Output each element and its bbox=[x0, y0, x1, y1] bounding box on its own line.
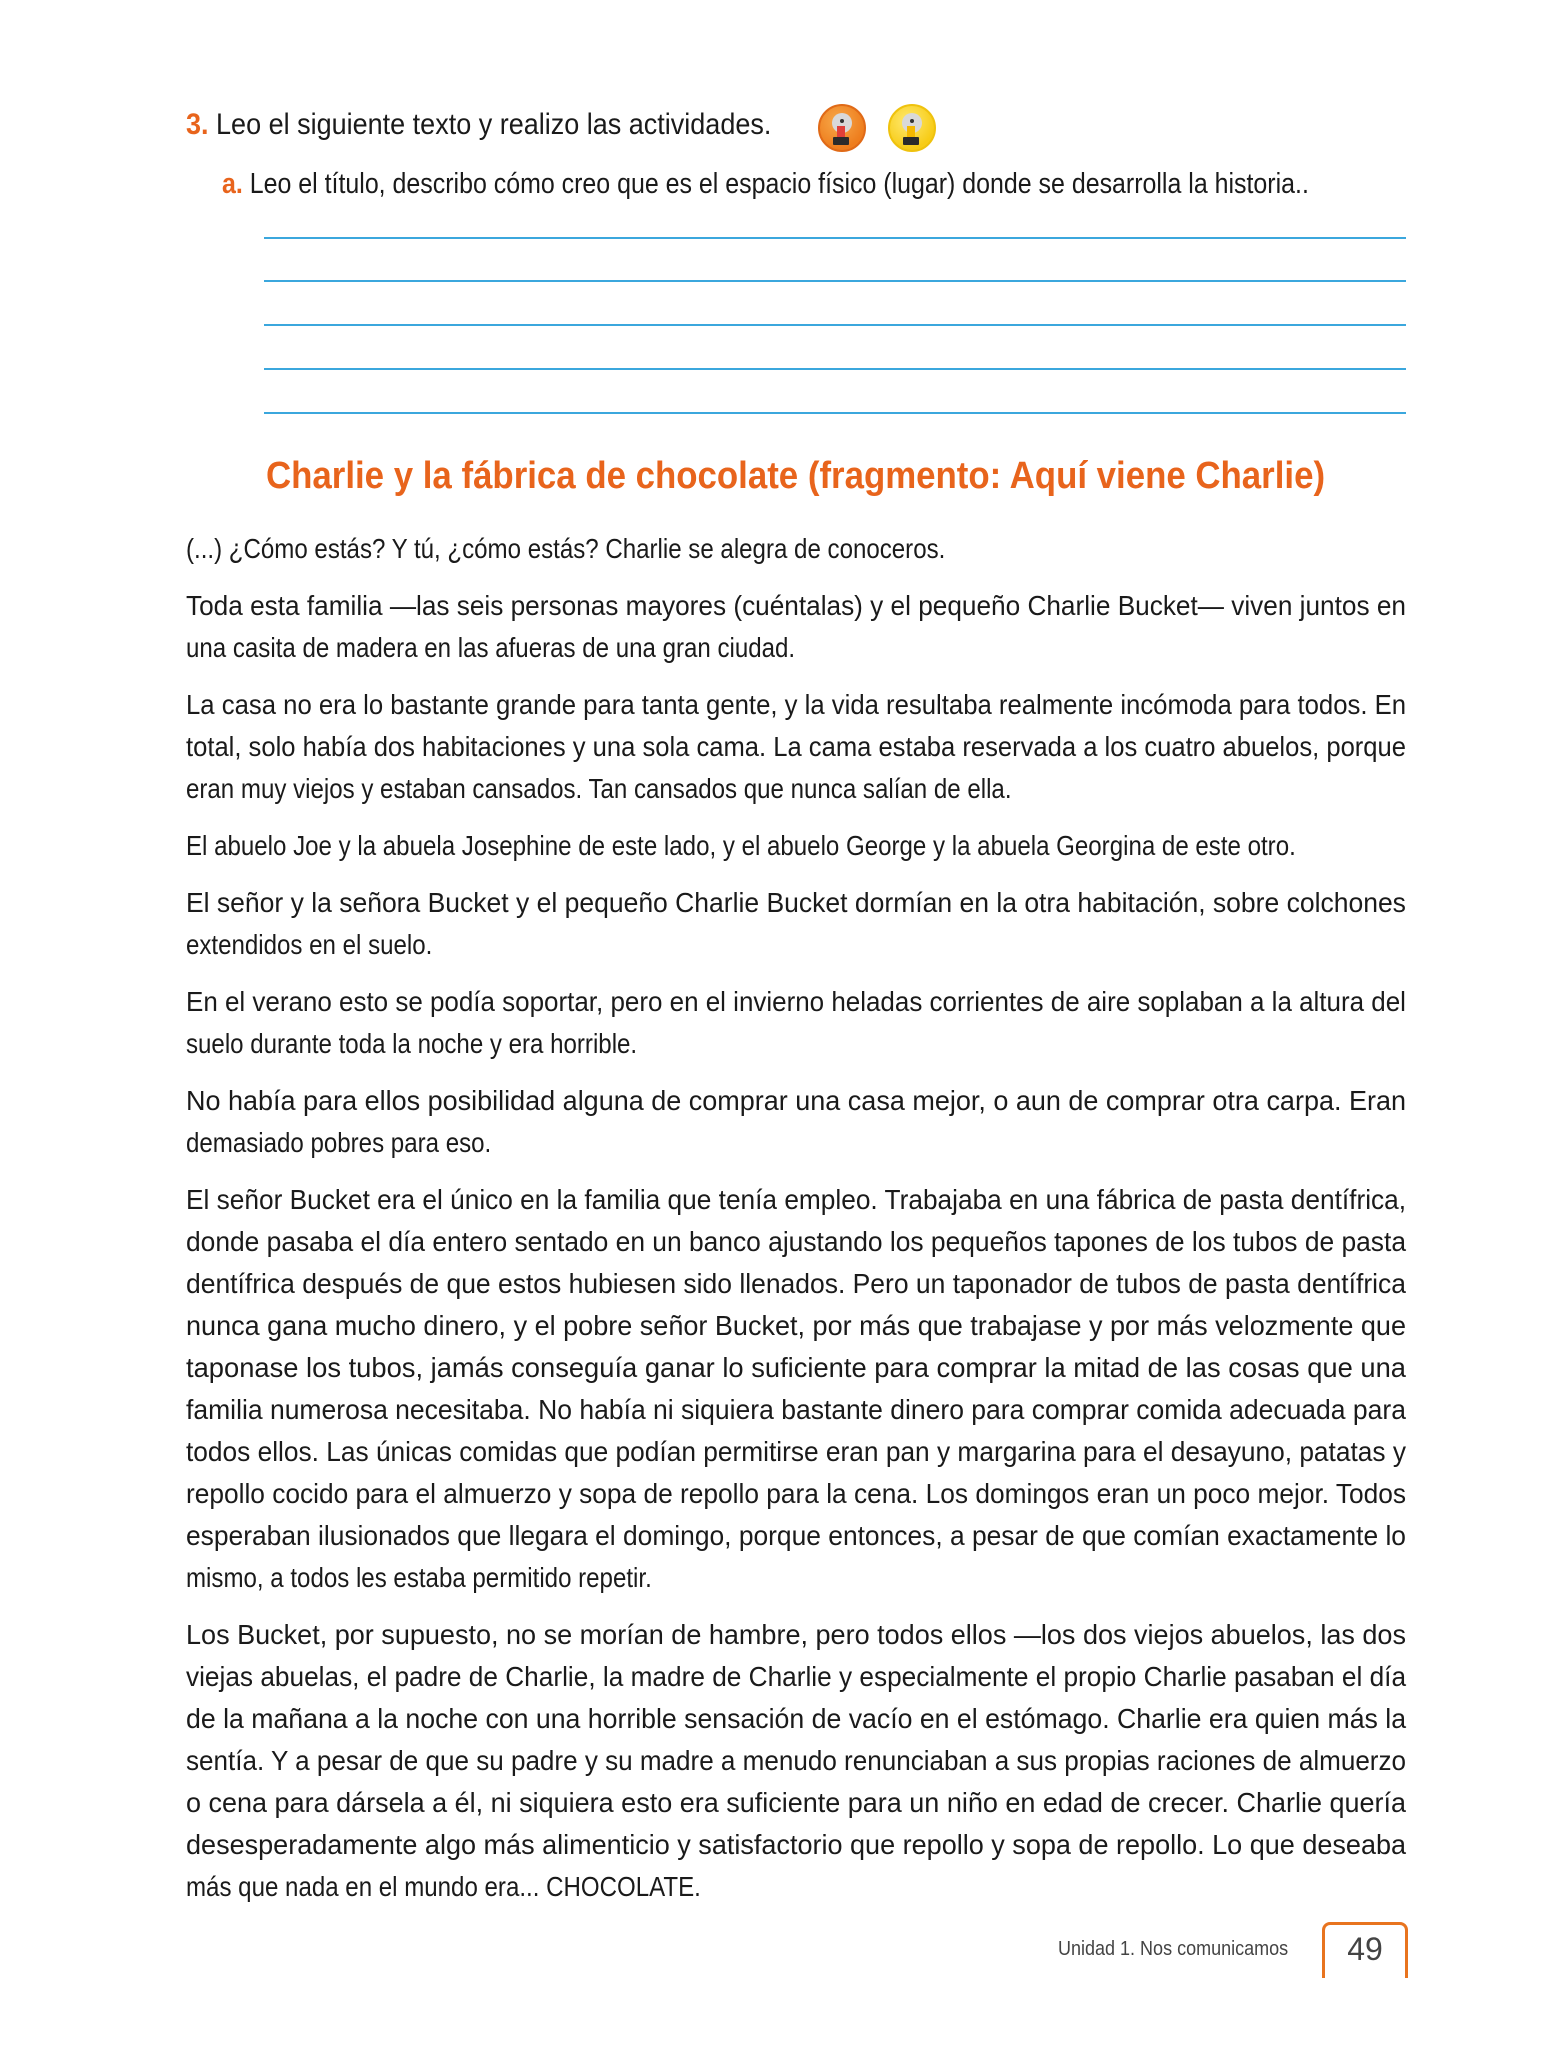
story-line-text: El abuelo Joe y la abuela Josephine de este lado, y el abuelo George y la abuela Georgina de este otro. bbox=[186, 830, 1296, 861]
story-line-text: total, solo había dos habitaciones y una sola cama. La cama estaba reservada a los cuatro abuelos, porque bbox=[186, 731, 1406, 762]
story-line-text: Toda esta familia —las seis personas mayores (cuéntalas) y el pequeño Charlie Bucket— viven juntos en bbox=[186, 590, 1406, 621]
sub-question-text: Leo el título, describo cómo creo que es el espacio físico (lugar) donde se desarrolla la historia.. bbox=[249, 168, 1309, 200]
story-line bbox=[186, 1869, 1406, 1905]
story-line-text: (...) ¿Cómo estás? Y tú, ¿cómo estás? Charlie se alegra de conoceros. bbox=[186, 533, 946, 564]
story-line bbox=[186, 1827, 1406, 1863]
story-line-text: una casita de madera en las afueras de una gran ciudad. bbox=[186, 632, 796, 663]
story-line bbox=[186, 1083, 1406, 1119]
story-line-text: extendidos en el suelo. bbox=[186, 929, 433, 960]
story-line-text: dentífrica después de que estos hubiesen sido llenados. Pero un taponador de tubos de pasta dentífrica bbox=[186, 1268, 1407, 1299]
answer-line[interactable] bbox=[264, 368, 1406, 370]
story-line bbox=[186, 1266, 1406, 1302]
footer-unit: Unidad 1. Nos comunicamos bbox=[1058, 1938, 1289, 1960]
page-number: 49 bbox=[1347, 1931, 1383, 1967]
story-title: Charlie y la fábrica de chocolate (fragmento: Aquí viene Charlie) bbox=[266, 455, 1326, 497]
story-line bbox=[186, 1308, 1406, 1344]
story-line-text: demasiado pobres para eso. bbox=[186, 1127, 492, 1158]
page-number-box bbox=[1322, 1922, 1408, 1978]
story-line bbox=[186, 885, 1406, 921]
question-number: 3. bbox=[186, 108, 209, 141]
story-line-text: En el verano esto se podía soportar, pero en el invierno heladas corrientes de aire soplaban a la altura del bbox=[186, 986, 1406, 1017]
story-line bbox=[186, 1560, 1406, 1596]
lightbulb-pencil-yellow-icon bbox=[888, 104, 936, 152]
story-line bbox=[186, 630, 1406, 666]
story-line bbox=[186, 1617, 1406, 1653]
question-text: Leo el siguiente texto y realizo las actividades. bbox=[216, 108, 772, 141]
story-line-text: todos ellos. Las únicas comidas que podían permitirse eran pan y margarina para el desayuno, patatas y bbox=[186, 1436, 1406, 1467]
sub-question-a bbox=[222, 168, 1309, 201]
answer-line[interactable] bbox=[264, 237, 1406, 239]
story-line bbox=[186, 1224, 1406, 1260]
story-line-text: taponase los tubos, jamás conseguía ganar lo suficiente para comprar la mitad de las cosas que una bbox=[186, 1352, 1406, 1383]
story-line bbox=[186, 588, 1406, 624]
story-line bbox=[186, 1350, 1406, 1386]
story-line-text: repollo cocido para el almuerzo y sopa de repollo para la cena. Los domingos eran un poco mejor. Todos bbox=[186, 1478, 1407, 1509]
story-line-text: sentía. Y a pesar de que su padre y su madre a menudo renunciaban a sus propias raciones de almuerzo bbox=[186, 1745, 1407, 1776]
story-line-text: No había para ellos posibilidad alguna de comprar una casa mejor, o aun de comprar otra carpa. Eran bbox=[186, 1085, 1406, 1116]
story-line bbox=[186, 1182, 1406, 1218]
lightbulb-pencil-orange-icon bbox=[818, 104, 866, 152]
story-line bbox=[186, 927, 1406, 963]
story-line-text: La casa no era lo bastante grande para tanta gente, y la vida resultaba realmente incómoda para todos. En bbox=[186, 689, 1407, 720]
story-line bbox=[186, 531, 1406, 567]
story-line bbox=[186, 729, 1406, 765]
story-line bbox=[186, 1026, 1406, 1062]
story-line bbox=[186, 1785, 1406, 1821]
answer-line[interactable] bbox=[264, 324, 1406, 326]
story-line-text: suelo durante toda la noche y era horrible. bbox=[186, 1028, 638, 1059]
story-line bbox=[186, 1743, 1406, 1779]
story-line-text: El señor y la señora Bucket y el pequeño Charlie Bucket dormían en la otra habitación, sobre colchones bbox=[186, 887, 1406, 918]
story-line bbox=[186, 1659, 1406, 1695]
story-line bbox=[186, 1125, 1406, 1161]
story-line-text: más que nada en el mundo era... CHOCOLATE. bbox=[186, 1871, 701, 1902]
story-line-text: o cena para dársela a él, ni siquiera esto era suficiente para un niño en edad de crecer. Charlie quería bbox=[186, 1787, 1407, 1818]
story-line bbox=[186, 984, 1406, 1020]
answer-line[interactable] bbox=[264, 280, 1406, 282]
story-line bbox=[186, 687, 1406, 723]
story-line-text: desesperadamente algo más alimenticio y satisfactorio que repollo y sopa de repollo. Lo que deseaba bbox=[186, 1829, 1407, 1860]
story-line-text: eran muy viejos y estaban cansados. Tan cansados que nunca salían de ella. bbox=[186, 773, 1012, 804]
sub-question-letter: a. bbox=[222, 168, 243, 200]
story-line bbox=[186, 1476, 1406, 1512]
story-line-text: El señor Bucket era el único en la familia que tenía empleo. Trabajaba en una fábrica de pasta dentífrica, bbox=[186, 1184, 1407, 1215]
story-line-text: mismo, a todos les estaba permitido repetir. bbox=[186, 1562, 652, 1593]
story-line bbox=[186, 1701, 1406, 1737]
story-line-text: viejas abuelas, el padre de Charlie, la madre de Charlie y especialmente el propio Charlie pasaban el día bbox=[186, 1661, 1407, 1692]
story-line bbox=[186, 771, 1406, 807]
story-line-text: esperaban ilusionados que llegara el domingo, porque entonces, a pesar de que comían exactamente lo bbox=[186, 1520, 1406, 1551]
story-line-text: nunca gana mucho dinero, y el pobre señor Bucket, por más que trabajase y por más velozmente que bbox=[186, 1310, 1406, 1341]
story-line-text: donde pasaba el día entero sentado en un banco ajustando los pequeños tapones de los tubos de pasta bbox=[186, 1226, 1406, 1257]
story-line bbox=[186, 1392, 1406, 1428]
story-line bbox=[186, 828, 1406, 864]
answer-line[interactable] bbox=[264, 412, 1406, 414]
story-line bbox=[186, 1518, 1406, 1554]
story-line-text: Los Bucket, por supuesto, no se morían de hambre, pero todos ellos —los dos viejos abuelos, las dos bbox=[186, 1619, 1406, 1650]
story-line-text: familia numerosa necesitaba. No había ni siquiera bastante dinero para comprar comida adecuada para bbox=[186, 1394, 1406, 1425]
story-line bbox=[186, 1434, 1406, 1470]
story-line-text: de la mañana a la noche con una horrible sensación de vacío en el estómago. Charlie era quien más la bbox=[186, 1703, 1407, 1734]
question-3-heading bbox=[186, 108, 771, 142]
